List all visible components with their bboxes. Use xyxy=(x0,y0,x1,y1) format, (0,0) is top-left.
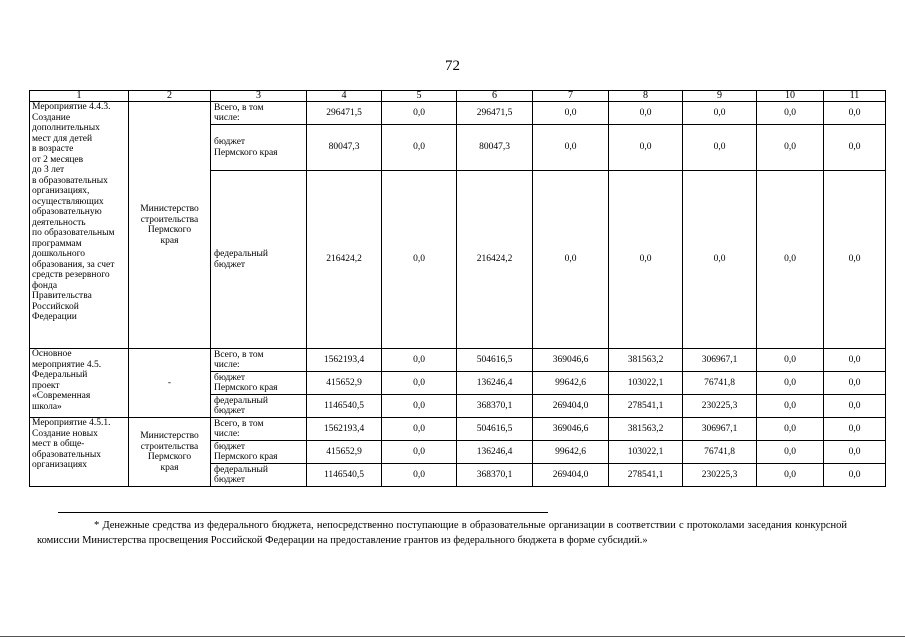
value-cell: 0,0 xyxy=(609,171,683,349)
budget-table xyxy=(29,90,886,487)
value-cell: 1146540,5 xyxy=(307,395,382,418)
table-row xyxy=(30,102,886,125)
value-cell: 0,0 xyxy=(382,102,457,125)
value-cell: 0,0 xyxy=(757,372,824,395)
value-cell: 0,0 xyxy=(757,125,824,171)
funding-source: федеральный бюджет xyxy=(211,464,307,487)
value-cell: 0,0 xyxy=(382,395,457,418)
value-cell: 369046,6 xyxy=(533,418,609,441)
value-cell: 0,0 xyxy=(609,102,683,125)
activity-name: Мероприятие 4.4.3. Создание дополнительных мест для детей в возрасте от 2 месяцев до 3 лет в образовательных организациях, осуществляющих образовательную деятельность по образовательным программам дошкольного образования, за счет средств резервного фонда Правительства Российской Федерации xyxy=(30,102,129,349)
activity-name: Мероприятие 4.5.1. Создание новых мест в обще- образовательных организациях xyxy=(30,418,129,487)
page-number: 72 xyxy=(445,58,460,74)
value-cell: 368370,1 xyxy=(457,464,533,487)
header-cell: 4 xyxy=(307,91,382,102)
value-cell: 296471,5 xyxy=(307,102,382,125)
value-cell: 278541,1 xyxy=(609,395,683,418)
value-cell: 415652,9 xyxy=(307,441,382,464)
header-cell: 9 xyxy=(683,91,757,102)
header-cell: 7 xyxy=(533,91,609,102)
page-bottom-edge xyxy=(0,636,905,637)
value-cell: 0,0 xyxy=(757,349,824,372)
value-cell: 230225,3 xyxy=(683,464,757,487)
value-cell: 306967,1 xyxy=(683,349,757,372)
value-cell: 0,0 xyxy=(382,125,457,171)
value-cell: 76741,8 xyxy=(683,372,757,395)
value-cell: 0,0 xyxy=(824,372,886,395)
value-cell: 278541,1 xyxy=(609,464,683,487)
value-cell: 136246,4 xyxy=(457,441,533,464)
value-cell: 0,0 xyxy=(382,464,457,487)
value-cell: 0,0 xyxy=(757,464,824,487)
value-cell: 0,0 xyxy=(757,441,824,464)
value-cell: 0,0 xyxy=(382,418,457,441)
value-cell: 0,0 xyxy=(757,171,824,349)
funding-source: бюджет Пермского края xyxy=(211,441,307,464)
value-cell: 216424,2 xyxy=(457,171,533,349)
value-cell: 216424,2 xyxy=(307,171,382,349)
value-cell: 1562193,4 xyxy=(307,418,382,441)
value-cell: 103022,1 xyxy=(609,372,683,395)
header-cell: 10 xyxy=(757,91,824,102)
value-cell: 369046,6 xyxy=(533,349,609,372)
responsible-party: Министерство строительства Пермского края xyxy=(129,102,211,349)
activity-name: Основное мероприятие 4.5. Федеральный проект «Современная школа» xyxy=(30,349,129,418)
value-cell: 0,0 xyxy=(683,125,757,171)
footnote-rule xyxy=(58,512,548,513)
header-cell: 1 xyxy=(30,91,129,102)
value-cell: 0,0 xyxy=(824,125,886,171)
funding-source: федеральный бюджет xyxy=(211,171,307,349)
table-row xyxy=(30,349,886,372)
value-cell: 0,0 xyxy=(824,102,886,125)
value-cell: 0,0 xyxy=(824,171,886,349)
header-cell: 8 xyxy=(609,91,683,102)
value-cell: 0,0 xyxy=(382,441,457,464)
value-cell: 0,0 xyxy=(382,171,457,349)
value-cell: 0,0 xyxy=(683,171,757,349)
table-row xyxy=(30,418,886,441)
value-cell: 0,0 xyxy=(533,125,609,171)
value-cell: 0,0 xyxy=(824,464,886,487)
value-cell: 1562193,4 xyxy=(307,349,382,372)
value-cell: 381563,2 xyxy=(609,418,683,441)
value-cell: 0,0 xyxy=(757,418,824,441)
funding-source: бюджет Пермского края xyxy=(211,125,307,171)
funding-source: Всего, в том числе: xyxy=(211,418,307,441)
value-cell: 306967,1 xyxy=(683,418,757,441)
funding-source: Всего, в том числе: xyxy=(211,349,307,372)
value-cell: 381563,2 xyxy=(609,349,683,372)
value-cell: 368370,1 xyxy=(457,395,533,418)
header-cell: 6 xyxy=(457,91,533,102)
value-cell: 1146540,5 xyxy=(307,464,382,487)
header-cell: 3 xyxy=(211,91,307,102)
value-cell: 76741,8 xyxy=(683,441,757,464)
value-cell: 415652,9 xyxy=(307,372,382,395)
value-cell: 80047,3 xyxy=(307,125,382,171)
header-cell: 11 xyxy=(824,91,886,102)
value-cell: 136246,4 xyxy=(457,372,533,395)
value-cell: 0,0 xyxy=(533,171,609,349)
funding-source: бюджет Пермского края xyxy=(211,372,307,395)
footnote-text: * Денежные средства из федерального бюджета, непосредственно поступающие в образовательные организации в соответствии с протоколами заседания конкурсной комиссии Министерства просвещения Российской Федерации на предоставление грантов из федерального бюджета в форме субсидий.» xyxy=(37,520,847,546)
value-cell: 0,0 xyxy=(382,372,457,395)
value-cell: 80047,3 xyxy=(457,125,533,171)
value-cell: 0,0 xyxy=(824,395,886,418)
value-cell: 0,0 xyxy=(533,102,609,125)
value-cell: 0,0 xyxy=(609,125,683,171)
value-cell: 230225,3 xyxy=(683,395,757,418)
value-cell: 0,0 xyxy=(683,102,757,125)
value-cell: 0,0 xyxy=(757,102,824,125)
responsible-party: Министерство строительства Пермского края xyxy=(129,418,211,487)
value-cell: 99642,6 xyxy=(533,441,609,464)
value-cell: 0,0 xyxy=(757,395,824,418)
value-cell: 296471,5 xyxy=(457,102,533,125)
footnote xyxy=(37,518,847,548)
value-cell: 504616,5 xyxy=(457,349,533,372)
value-cell: 0,0 xyxy=(382,349,457,372)
funding-source: федеральный бюджет xyxy=(211,395,307,418)
responsible-party: - xyxy=(129,349,211,418)
value-cell: 99642,6 xyxy=(533,372,609,395)
value-cell: 0,0 xyxy=(824,349,886,372)
value-cell: 269404,0 xyxy=(533,395,609,418)
header-cell: 5 xyxy=(382,91,457,102)
value-cell: 269404,0 xyxy=(533,464,609,487)
value-cell: 103022,1 xyxy=(609,441,683,464)
value-cell: 0,0 xyxy=(824,441,886,464)
value-cell: 0,0 xyxy=(824,418,886,441)
header-row xyxy=(30,91,886,102)
funding-source: Всего, в том числе: xyxy=(211,102,307,125)
header-cell: 2 xyxy=(129,91,211,102)
value-cell: 504616,5 xyxy=(457,418,533,441)
